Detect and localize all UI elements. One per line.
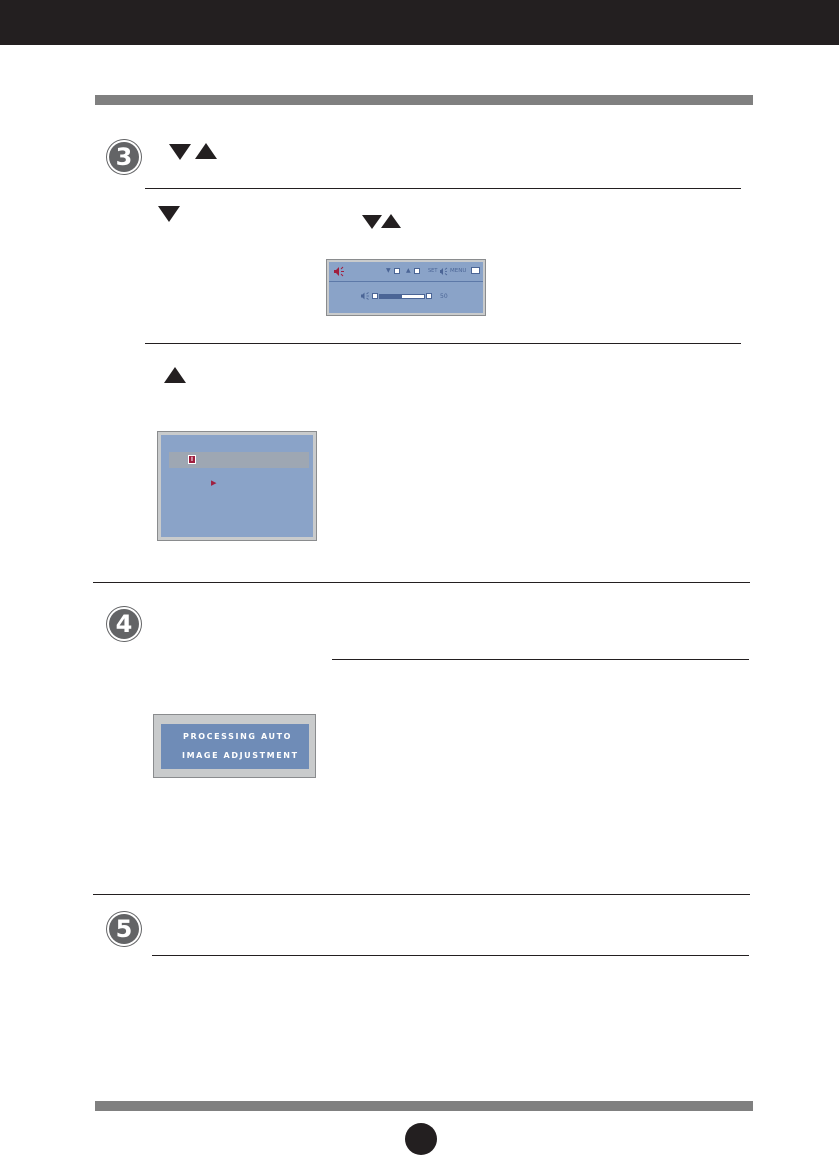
sub-divider — [152, 955, 749, 956]
speaker-icon — [360, 291, 370, 301]
section-divider — [145, 343, 741, 344]
step-3-label: 3 — [115, 143, 133, 171]
info-glyph: i — [191, 456, 193, 463]
osd-up-glyph: ▲ — [406, 267, 411, 274]
volume-slider-fill — [380, 295, 402, 298]
arrow-down-icon — [158, 206, 180, 222]
osd-exit-icon — [471, 267, 480, 274]
header-band — [0, 0, 839, 45]
bottom-rule — [95, 1101, 753, 1111]
osd-minus-box — [372, 293, 378, 299]
arrow-up-icon — [195, 143, 217, 159]
processing-line-2: IMAGE ADJUSTMENT — [182, 751, 299, 760]
osd-plus-box — [426, 293, 432, 299]
osd-menu-label: MENU — [450, 268, 467, 274]
menu-selected-row — [169, 452, 309, 468]
processing-line-1: PROCESSING AUTO — [183, 732, 293, 741]
arrow-down-icon — [362, 215, 382, 229]
osd-menu-panel — [161, 435, 313, 537]
step-3-number — [109, 142, 139, 172]
step-4-number — [109, 609, 139, 639]
processing-osd-screen — [153, 714, 316, 778]
step-5-number — [109, 914, 139, 944]
volume-slider — [379, 294, 425, 299]
osd-volume-panel — [329, 282, 483, 313]
speaker-icon — [333, 266, 345, 277]
section-divider — [93, 894, 750, 895]
info-icon — [188, 455, 196, 464]
page-marker — [405, 1123, 437, 1155]
arrow-down-icon — [169, 144, 191, 160]
top-rule — [95, 95, 753, 105]
arrow-up-icon — [164, 367, 186, 383]
osd-box-icon — [394, 268, 400, 274]
volume-value: 50 — [440, 293, 448, 300]
menu-osd-screen — [157, 431, 317, 541]
volume-osd-screen — [326, 259, 486, 316]
osd-box-icon — [414, 268, 420, 274]
osd-down-glyph: ▼ — [386, 267, 391, 274]
step-4-label: 4 — [115, 610, 133, 638]
menu-pointer-icon: ▸ — [211, 477, 217, 489]
speaker-icon — [439, 267, 448, 276]
osd-set-label: SET — [428, 268, 438, 274]
osd-toolbar — [329, 262, 483, 282]
arrow-up-icon — [381, 214, 401, 228]
sub-divider — [332, 659, 749, 660]
section-divider — [145, 188, 741, 189]
section-divider — [93, 582, 750, 583]
step-5-label: 5 — [115, 915, 133, 943]
processing-panel — [161, 724, 309, 769]
